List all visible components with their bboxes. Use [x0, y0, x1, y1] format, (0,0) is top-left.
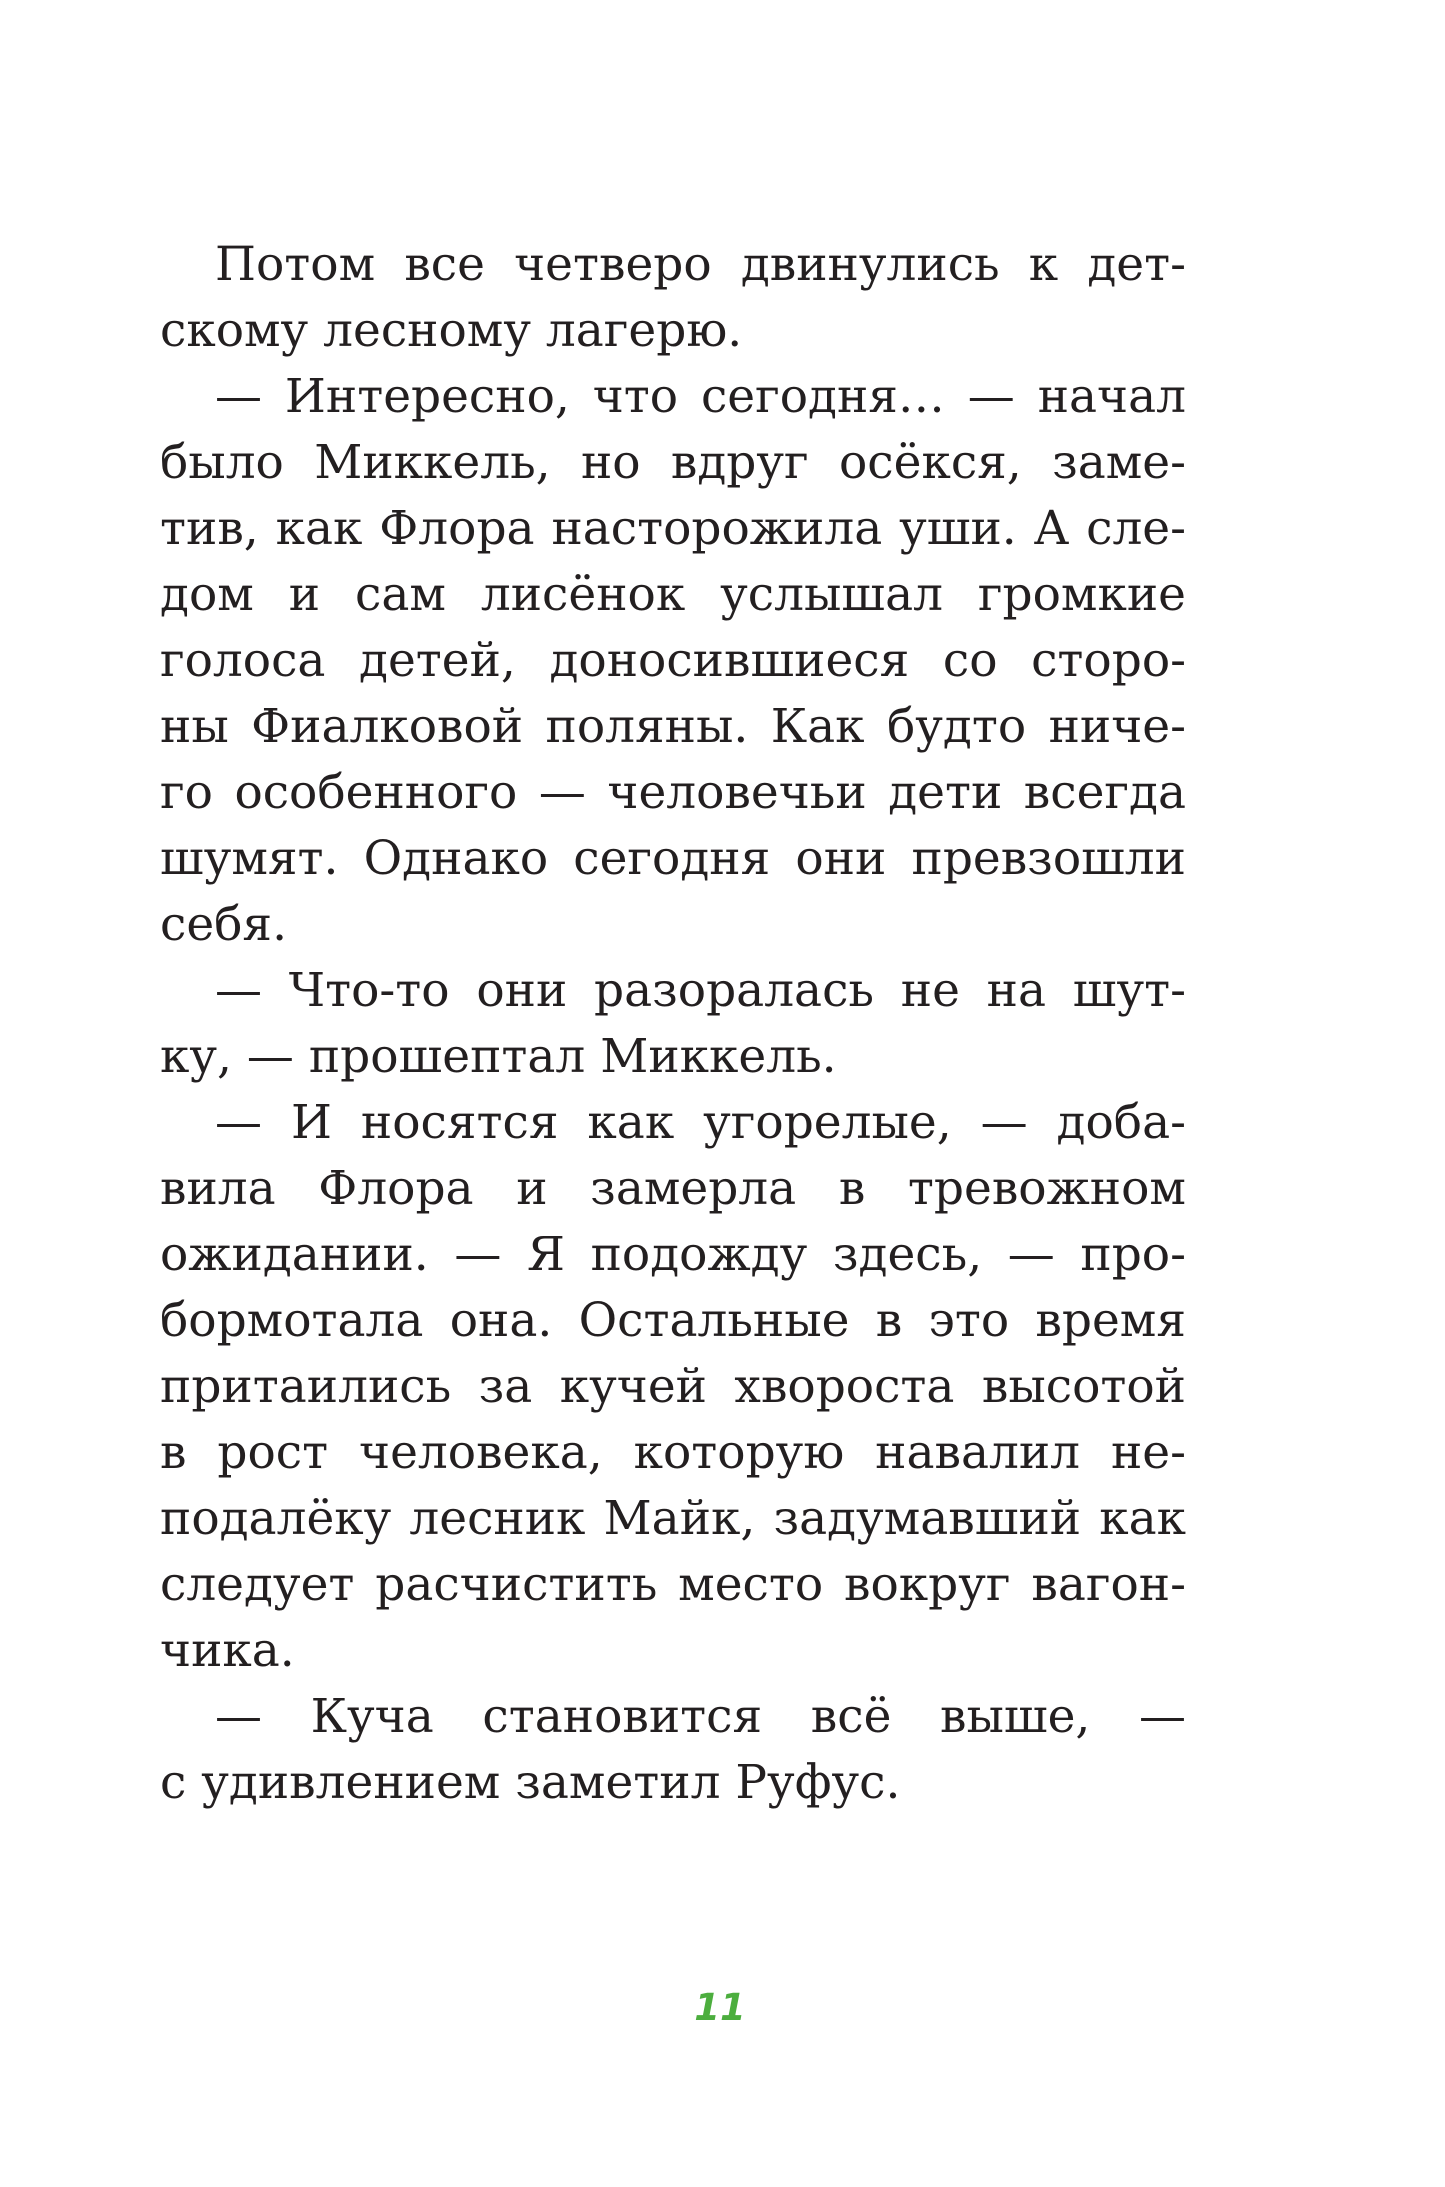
text-line: притаились за кучей хвороста высотой: [160, 1359, 1186, 1414]
body-text: [160, 232, 1186, 1816]
text-line: — Интересно, что сегодня… — начал: [215, 369, 1186, 424]
text-line: — Куча становится всё выше, —: [215, 1689, 1186, 1744]
text-line: го особенного — человечьи дети всегда: [160, 765, 1186, 820]
text-line: — И носятся как угорелые, — доба-: [215, 1095, 1186, 1150]
text-line: скому лесному лагерю.: [160, 303, 743, 358]
text-line: дом и сам лисёнок услышал громкие: [160, 567, 1186, 622]
text-line: в рост человека, которую навалил не-: [160, 1425, 1186, 1480]
text-line: бормотала она. Остальные в это время: [160, 1293, 1186, 1348]
text-line: — Что-то они разоралась не на шут-: [215, 963, 1186, 1018]
text-line: голоса детей, доносившиеся со сторо-: [160, 633, 1186, 688]
text-line: было Миккель, но вдруг осёкся, заме-: [160, 435, 1186, 490]
text-line: ку, — прошептал Миккель.: [160, 1029, 837, 1084]
text-line: подалёку лесник Майк, задумавший как: [160, 1491, 1186, 1546]
text-line: тив, как Флора насторожила уши. А сле-: [160, 501, 1186, 556]
text-line: чика.: [160, 1623, 295, 1678]
text-line: шумят. Однако сегодня они превзошли: [160, 831, 1186, 886]
page-number: 11: [694, 1986, 746, 2029]
text-line: ожидании. — Я подожду здесь, — про-: [160, 1227, 1186, 1282]
text-line: ны Фиалковой поляны. Как будто ниче-: [160, 699, 1186, 754]
text-line: Потом все четверо двинулись к дет-: [215, 237, 1186, 292]
text-line: себя.: [160, 897, 288, 952]
text-line: вила Флора и замерла в тревожном: [160, 1161, 1186, 1216]
text-line: с удивлением заметил Руфус.: [160, 1755, 901, 1810]
text-line: следует расчистить место вокруг вагон-: [160, 1557, 1186, 1612]
